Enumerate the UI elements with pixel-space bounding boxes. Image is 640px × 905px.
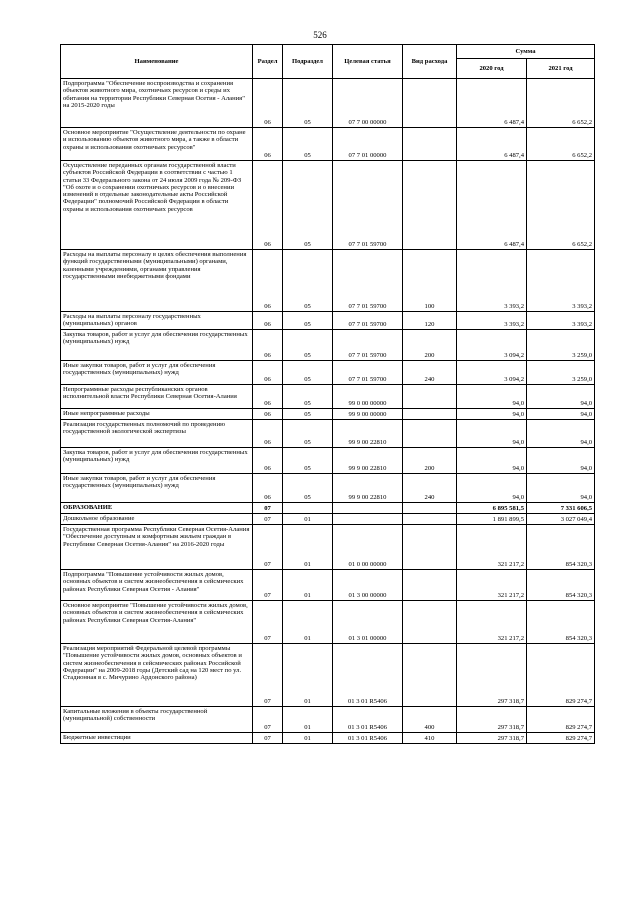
row-article: 01 3 01 R5406 [333,733,403,744]
row-subsection: 05 [283,474,333,503]
row-article: 07 7 01 59700 [333,361,403,385]
row-expense-type [403,644,457,707]
row-subsection: 05 [283,161,333,250]
row-amount-2021: 829 274,7 [527,707,595,733]
row-subsection: 05 [283,250,333,312]
row-section: 06 [253,409,283,420]
row-amount-2021: 3 259,0 [527,330,595,361]
row-section: 07 [253,733,283,744]
table-row [61,601,595,644]
row-amount-2020: 94,0 [457,474,527,503]
header-expense-type: Вид расхода [403,45,457,79]
row-expense-type: 100 [403,250,457,312]
row-amount-2021: 94,0 [527,409,595,420]
row-amount-2020: 297 318,7 [457,733,527,744]
row-subsection: 01 [283,525,333,570]
row-article: 07 7 00 00000 [333,79,403,128]
row-subsection: 05 [283,409,333,420]
row-amount-2020: 3 094,2 [457,361,527,385]
table-row [61,330,595,361]
row-expense-type [403,161,457,250]
row-expense-type: 120 [403,312,457,330]
row-name: Осуществление переданных органам государственной власти субъектов Российской Федерации в соответствии с частью 1 статьи 33 Федерального закона от 24 июля 2009 года № 209-ФЗ "Об охоте и о сохранении охотничьих ресурсов и о внесении изменений в отдельные законодательные акты Российской Федерации" полномочий Российской Федерации в области охраны и использования охотничьих ресурсов [61,161,253,250]
table-row [61,128,595,161]
row-amount-2021: 94,0 [527,448,595,474]
row-expense-type: 200 [403,448,457,474]
row-article: 07 7 01 59700 [333,330,403,361]
row-name: Подпрограмма "Повышение устойчивости жилых домов, основных объектов и систем жизнеобеспечения в сейсмических районах Республики Северная Осетия - Алания" [61,570,253,601]
row-amount-2020: 297 318,7 [457,707,527,733]
row-expense-type [403,409,457,420]
table-row [61,420,595,448]
table-row [61,474,595,503]
row-amount-2020: 3 393,2 [457,250,527,312]
row-subsection: 01 [283,644,333,707]
table-row [61,707,595,733]
row-expense-type: 240 [403,474,457,503]
row-subsection: 05 [283,385,333,409]
row-expense-type [403,601,457,644]
row-subsection: 05 [283,420,333,448]
row-section: 07 [253,514,283,525]
row-section: 07 [253,644,283,707]
row-article: 07 7 01 59700 [333,161,403,250]
row-expense-type: 410 [403,733,457,744]
table-row [61,361,595,385]
row-section: 07 [253,570,283,601]
row-section: 06 [253,448,283,474]
row-subsection: 05 [283,128,333,161]
row-article: 07 7 01 00000 [333,128,403,161]
row-name: Иные закупки товаров, работ и услуг для обеспечения государственных (муниципальных) нужд [61,361,253,385]
row-subsection: 05 [283,361,333,385]
table-row [61,312,595,330]
row-section: 07 [253,707,283,733]
row-name: Реализация государственных полномочий по проведению государственной экологической экспертизы [61,420,253,448]
row-article: 07 7 01 59700 [333,312,403,330]
row-expense-type [403,570,457,601]
table-row [61,448,595,474]
row-amount-2021: 854 320,3 [527,570,595,601]
row-section: 06 [253,161,283,250]
row-section: 06 [253,312,283,330]
row-article: 99 9 00 00000 [333,409,403,420]
row-amount-2021: 854 320,3 [527,525,595,570]
row-amount-2021: 6 652,2 [527,161,595,250]
row-article: 99 9 00 22810 [333,420,403,448]
table-row [61,409,595,420]
row-amount-2021: 94,0 [527,385,595,409]
row-name: Иные закупки товаров, работ и услуг для обеспечения государственных (муниципальных) нужд [61,474,253,503]
table-row [61,514,595,525]
row-section: 06 [253,250,283,312]
row-name: Государственная программа Республики Северная Осетия-Алания "Обеспечение доступным и комфортным жильем граждан в Республике Северная Осетия-Алания" на 2016-2020 годы [61,525,253,570]
table-row [61,570,595,601]
row-section: 06 [253,385,283,409]
row-amount-2021: 6 652,2 [527,79,595,128]
row-subsection: 05 [283,330,333,361]
row-section: 06 [253,420,283,448]
row-subsection: 01 [283,601,333,644]
row-subsection: 05 [283,448,333,474]
row-expense-type [403,525,457,570]
row-article: 01 3 01 00000 [333,601,403,644]
row-article: 99 9 00 22810 [333,474,403,503]
row-amount-2020: 94,0 [457,448,527,474]
budget-table [60,44,595,744]
table-row [61,644,595,707]
row-section: 07 [253,601,283,644]
table-row [61,250,595,312]
row-name: Основное мероприятие "Повышение устойчивости жилых домов, основных объектов и систем жизнеобеспечения в сейсмических районах Республики Северная Осетия-Алания" [61,601,253,644]
row-section: 06 [253,474,283,503]
row-section: 06 [253,361,283,385]
row-name: ОБРАЗОВАНИЕ [61,503,253,514]
row-subsection: 01 [283,570,333,601]
row-expense-type [403,514,457,525]
row-name: Основное мероприятие "Осуществление деятельности по охране и использованию объектов животного мира, а также в области охраны и использования охотничьих ресурсов" [61,128,253,161]
row-subsection: 05 [283,79,333,128]
header-year-2020: 2020 год [457,59,527,79]
table-row [61,733,595,744]
row-expense-type [403,79,457,128]
row-amount-2021: 3 259,0 [527,361,595,385]
row-amount-2021: 3 393,2 [527,312,595,330]
row-article: 01 3 01 R5406 [333,644,403,707]
row-amount-2020: 1 891 899,5 [457,514,527,525]
row-amount-2021: 6 652,2 [527,128,595,161]
row-article: 01 3 01 R5406 [333,707,403,733]
table-row [61,79,595,128]
row-name: Иные непрограммные расходы [61,409,253,420]
row-amount-2021: 3 027 049,4 [527,514,595,525]
row-subsection: 01 [283,733,333,744]
row-amount-2021: 7 331 606,5 [527,503,595,514]
row-article [333,503,403,514]
row-article: 99 0 00 00000 [333,385,403,409]
row-expense-type [403,128,457,161]
row-amount-2020: 94,0 [457,420,527,448]
table-row [61,385,595,409]
row-amount-2020: 321 217,2 [457,525,527,570]
row-name: Закупка товаров, работ и услуг для обеспечения государственных (муниципальных) нужд [61,330,253,361]
row-name: Бюджетные инвестиции [61,733,253,744]
row-amount-2020: 94,0 [457,409,527,420]
table-row [61,503,595,514]
row-section: 07 [253,503,283,514]
row-subsection: 01 [283,514,333,525]
row-amount-2020: 3 393,2 [457,312,527,330]
header-section: Раздел [253,45,283,79]
row-amount-2020: 6 895 581,5 [457,503,527,514]
row-article: 07 7 01 59700 [333,250,403,312]
row-amount-2020: 321 217,2 [457,601,527,644]
row-name: Расходы на выплаты персоналу в целях обеспечения выполнения функций государственными (муниципальными) органами, казенными учреждениями, органами управления государственными внебюджетными фондами [61,250,253,312]
row-expense-type: 240 [403,361,457,385]
row-amount-2021: 829 274,7 [527,644,595,707]
table-row [61,161,595,250]
row-amount-2020: 321 217,2 [457,570,527,601]
header-subsection: Подраздел [283,45,333,79]
row-article: 01 0 00 00000 [333,525,403,570]
row-subsection [283,503,333,514]
page-number: 526 [313,30,327,40]
row-section: 06 [253,330,283,361]
row-amount-2020: 6 487,4 [457,128,527,161]
row-expense-type [403,385,457,409]
row-expense-type: 400 [403,707,457,733]
header-year-2021: 2021 год [527,59,595,79]
row-name: Дошкольное образование [61,514,253,525]
row-subsection: 01 [283,707,333,733]
row-amount-2020: 297 318,7 [457,644,527,707]
row-amount-2021: 3 393,2 [527,250,595,312]
row-name: Закупка товаров, работ и услуг для обеспечения государственных (муниципальных) нужд [61,448,253,474]
row-article: 99 9 00 22810 [333,448,403,474]
row-article [333,514,403,525]
row-expense-type [403,420,457,448]
header-sum: Сумма [457,45,595,59]
row-amount-2020: 94,0 [457,385,527,409]
row-amount-2021: 854 320,3 [527,601,595,644]
row-section: 06 [253,128,283,161]
row-name: Непрограммные расходы республиканских органов исполнительной власти Республики Северная Осетия-Алания [61,385,253,409]
row-amount-2021: 829 274,7 [527,733,595,744]
row-amount-2021: 94,0 [527,420,595,448]
table-row [61,525,595,570]
row-section: 07 [253,525,283,570]
row-expense-type [403,503,457,514]
row-amount-2021: 94,0 [527,474,595,503]
row-name: Подпрограмма "Обеспечение воспроизводства и сохранения объектов животного мира, охотничьих ресурсов и среды их обитания на территории Республики Северная Осетия - Алания" на 2015-2020 годы [61,79,253,128]
row-article: 01 3 00 00000 [333,570,403,601]
row-name: Расходы на выплаты персоналу государственных (муниципальных) органов [61,312,253,330]
header-name: Наименование [61,45,253,79]
row-subsection: 05 [283,312,333,330]
row-expense-type: 200 [403,330,457,361]
table-body [61,79,595,744]
row-name: Реализация мероприятий Федеральной целевой программы "Повышение устойчивости жилых домов, основных объектов и систем жизнеобеспечения в сейсмических районах Российской Федерации" на 2009-2018 годы (Детский сад на 120 мест по ул. Стадионная в с. Мичурино Ардонского района) [61,644,253,707]
row-section: 06 [253,79,283,128]
row-name: Капитальные вложения в объекты государственной (муниципальной) собственности [61,707,253,733]
row-amount-2020: 6 487,4 [457,161,527,250]
header-target-article: Целевая статья [333,45,403,79]
row-amount-2020: 3 094,2 [457,330,527,361]
row-amount-2020: 6 487,4 [457,79,527,128]
